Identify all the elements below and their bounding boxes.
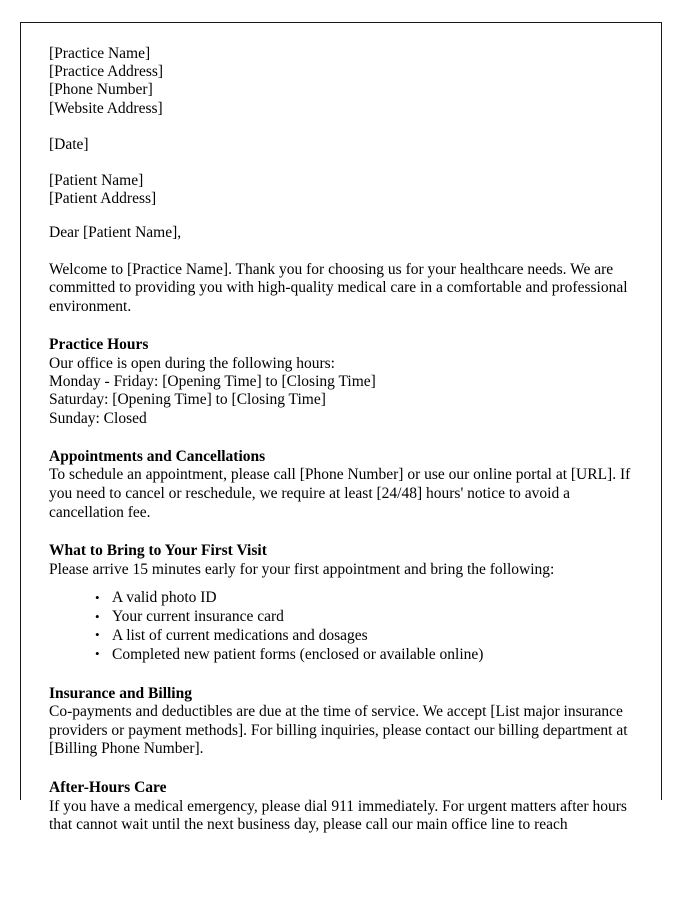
- section-heading: What to Bring to Your First Visit: [49, 542, 267, 560]
- spacer-before-section-2: [49, 428, 637, 448]
- list-item: • Your current insurance card: [95, 608, 637, 627]
- practice-hours-line: Our office is open during the following hours:: [49, 355, 335, 372]
- what-to-bring-list: [49, 589, 637, 664]
- salutation: Dear [Patient Name],: [49, 224, 182, 242]
- section-after-hours-care: [49, 779, 637, 835]
- document-page: [20, 22, 662, 834]
- section-body: If you have a medical emergency, please dial 911 immediately. For urgent matters after hours that cannot wait until the next business day, please call our main office line to reach: [49, 797, 627, 834]
- practice-hours-line: Sunday: Closed: [49, 409, 147, 427]
- recipient-patient-address: [Patient Address]: [49, 190, 157, 208]
- spacer-before-section-1: [49, 316, 637, 336]
- spacer-before-section-3: [49, 522, 637, 542]
- section-body: Please arrive 15 minutes early for your first appointment and bring the following:: [49, 560, 555, 578]
- list-item: • A valid photo ID: [95, 589, 637, 608]
- list-item: • A list of current medications and dosages: [95, 627, 637, 646]
- practice-hours-line: Monday - Friday: [Opening Time] to [Closing Time]: [49, 373, 376, 391]
- section-appointments-and-cancellations: [49, 448, 637, 522]
- spacer-after-salutation: [49, 243, 637, 261]
- section-heading: After-Hours Care: [49, 778, 167, 796]
- spacer-after-recipient: [49, 208, 637, 224]
- letterhead-website-address: [Website Address]: [49, 99, 163, 117]
- document-content: [49, 45, 637, 835]
- letterhead-practice-address: [Practice Address]: [49, 63, 164, 81]
- list-item: • Completed new patient forms (enclosed or available online): [95, 646, 637, 665]
- intro-paragraph: Welcome to [Practice Name]. Thank you for choosing us for your healthcare needs. We are committed to providing you with high-quality medical care in a comfortable and professional environment.: [49, 260, 628, 315]
- spacer-after-letterhead: [49, 118, 637, 136]
- letterhead-phone-number: [Phone Number]: [49, 81, 153, 99]
- section-insurance-and-billing: [49, 685, 637, 759]
- section-body: To schedule an appointment, please call [Phone Number] or use our online portal at [URL]. If you need to cancel or reschedule, we require at least [24/48] hours' notice to avoid a cancellation fee.: [49, 466, 631, 521]
- section-heading: Insurance and Billing: [49, 684, 192, 702]
- recipient-block: [49, 172, 637, 208]
- section-heading: Practice Hours: [49, 336, 149, 354]
- spacer-before-section-5: [49, 759, 637, 779]
- spacer-before-section-4: [49, 665, 637, 685]
- recipient-patient-name: [Patient Name]: [49, 172, 144, 190]
- letterhead-block: [49, 45, 637, 118]
- spacer-after-date: [49, 154, 637, 172]
- section-body: Co-payments and deductibles are due at the time of service. We accept [List major insurance providers or payment methods]. For billing inquiries, please contact our billing department at [Billing Phone Number].: [49, 703, 628, 758]
- letter-date: [Date]: [49, 135, 89, 153]
- section-practice-hours: [49, 336, 637, 427]
- section-what-to-bring: [49, 542, 637, 664]
- letterhead-practice-name: [Practice Name]: [49, 45, 151, 62]
- section-heading: Appointments and Cancellations: [49, 447, 266, 465]
- practice-hours-line: Saturday: [Opening Time] to [Closing Time]: [49, 391, 326, 409]
